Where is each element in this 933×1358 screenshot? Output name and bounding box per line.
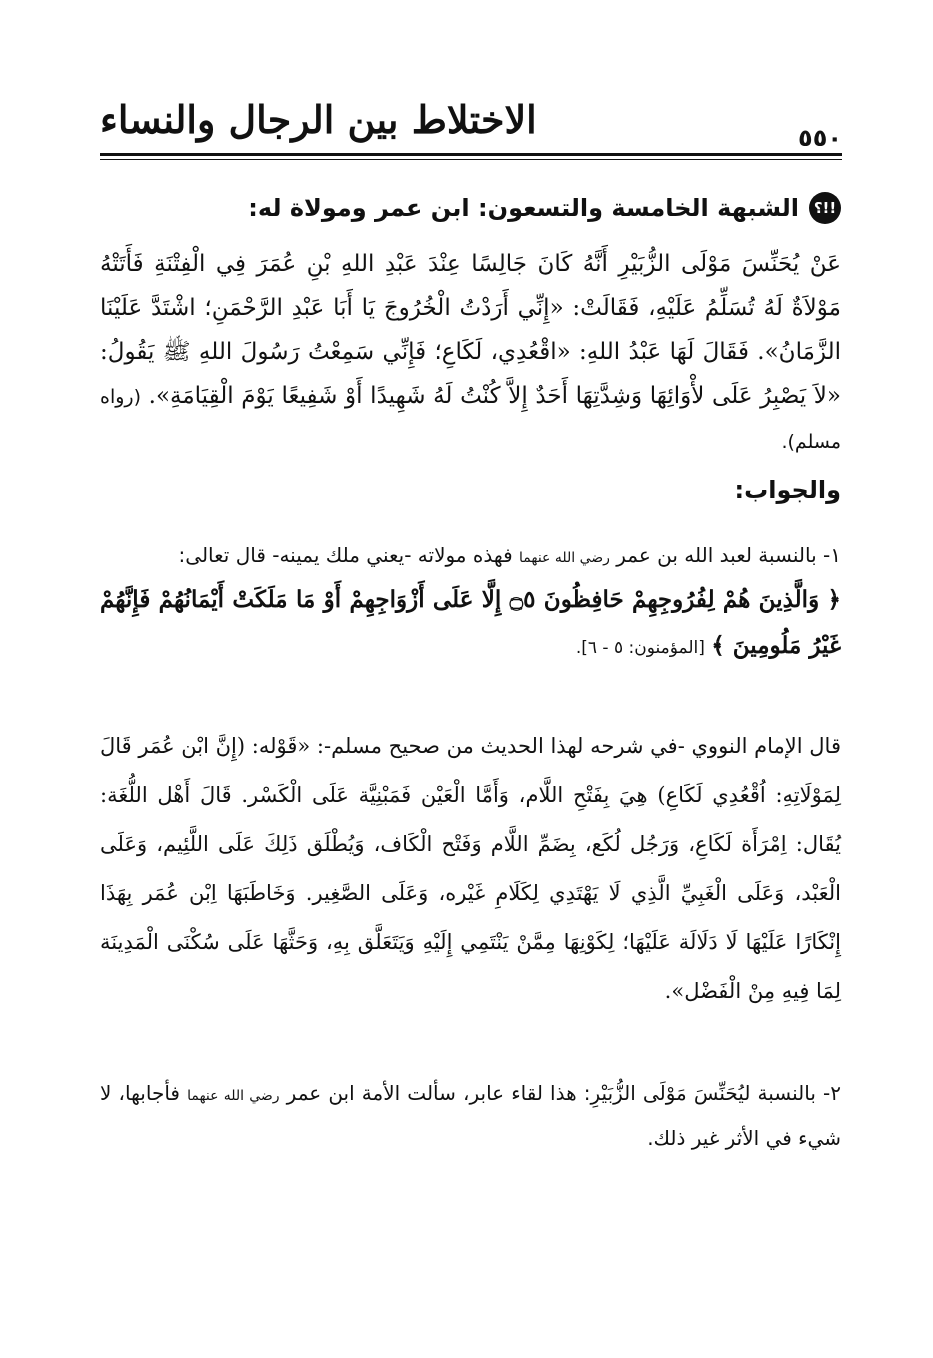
answer-heading: والجواب: — [734, 476, 841, 504]
header-rule — [100, 153, 842, 156]
nawawi-commentary — [100, 722, 841, 1016]
book-title: الاختلاط بين الرجال والنساء — [100, 97, 537, 142]
quran-verse: ﴿ وَالَّذِينَ هُمْ لِفُرُوجِهِمْ حَافِظُونَ ۝٥ إِلَّا عَلَى أَزْوَاجِهِمْ أَوْ مَا مَلَكَتْ أَيْمَانُهُمْ فَإِنَّهُمْ غَيْرُ مَلُومِينَ ﴾ — [100, 586, 841, 659]
point-2-rest: فأجابها، لا شيء في الأثر غير ذلك. — [100, 1081, 841, 1150]
point-2-intro: ٢- بالنسبة ليُحَنِّسَ مَوْلَى الزُّبَيْرِ: هذا لقاء عابر، سألت الأمة ابن عمر — [286, 1081, 842, 1105]
honorific-glyph-2: رضي الله عنهما — [187, 1088, 280, 1104]
section-heading-text: الشبهة الخامسة والتسعون: ابن عمر ومولاة له: — [248, 194, 799, 222]
answer-point-2 — [100, 1072, 841, 1159]
hadith-text: عَنْ يُحَنِّسَ مَوْلَى الزُّبَيْرِ أَنَّهُ كَانَ جَالِسًا عِنْدَ عَبْدِ اللهِ بْنِ عُمَرَ فِي الْفِتْنَةِ فَأَتَتْهُ مَوْلاَةٌ لَهُ تُسَلِّمُ عَلَيْهِ، فَقَالَتْ: «إِنِّي أَرَدْتُ الْخُرُوجَ يَا أَبَا عَبْدِ الرَّحْمَنِ؛ اشْتَدَّ عَلَيْنَا الزَّمَانُ». فَقَالَ لَهَا عَبْدُ اللهِ: «اقْعُدِي، لَكَاعِ؛ فَإِنِّي سَمِعْتُ رَسُولَ اللهِ ﷺ يَقُولُ: «لاَ يَصْبِرُ عَلَى لأْوَائِهَا وَشِدَّتِهَا أَحَدٌ إِلاَّ كُنْتُ لَهُ شَهِيدًا أَوْ شَفِيعًا يَوْمَ الْقِيَامَةِ». — [100, 251, 841, 409]
header-rule-thin — [100, 159, 842, 160]
honorific-glyph: رضي الله عنهما — [519, 550, 610, 566]
nawawi-text: قال الإمام النووي -في شرحه لهذا الحديث من صحيح مسلم-: «قَوْله: (إِنَّ ابْن عُمَر قَالَ لِمَوْلَاتِهِ: اُقْعُدِي لَكَاعِ) هِيَ بِفَتْحِ اللَّام، وَأَمَّا الْعَيْن فَمَبْنِيَّة عَلَى الْكَسْر. قَالَ أَهْل اللُّغَة: يُقَال: اِمْرَأَة لَكَاعِ، وَرَجُل لُكَع، بِضَمِّ اللَّام وَفَتْح الْكَاف، وَيُطْلَق ذَلِكَ عَلَى اللَّئِيم، وَعَلَى الْعَبْد، وَعَلَى الْغَبِيِّ الَّذِي لَا يَهْتَدِي لِكَلَامِ غَيْره، وَعَلَى الصَّغِير. وَخَاطَبَهَا اِبْن عُمَر بِهَذَا إِنْكَارًا عَلَيْهَا لَا دَلَالَة عَلَيْهَا؛ لِكَوْنِهَا مِمَّنْ يَنْتَمِي إِلَيْهِ وَيَتَعَلَّق بِهِ، وَحَثَّهَا عَلَى سُكْنَى الْمَدِينَة لِمَا فِيهِ مِنْ الْفَضْل». — [99, 734, 841, 1003]
page-number: ٥٥٠ — [798, 124, 842, 152]
point-1-intro: ١- بالنسبة لعبد الله بن عمر — [616, 543, 841, 567]
point-1-rest: فهذه مولاته -يعني ملك يمينه- قال تعالى: — [178, 543, 513, 567]
hadith-source: (رواه مسلم). — [100, 386, 841, 453]
running-header — [100, 95, 842, 165]
answer-point-1 — [100, 536, 841, 669]
heading-marker-icon: !!؟ — [809, 192, 841, 224]
hadith-paragraph — [100, 242, 841, 464]
section-heading — [100, 186, 841, 230]
verse-reference: [المؤمنون: ٥ - ٦]. — [575, 638, 705, 658]
